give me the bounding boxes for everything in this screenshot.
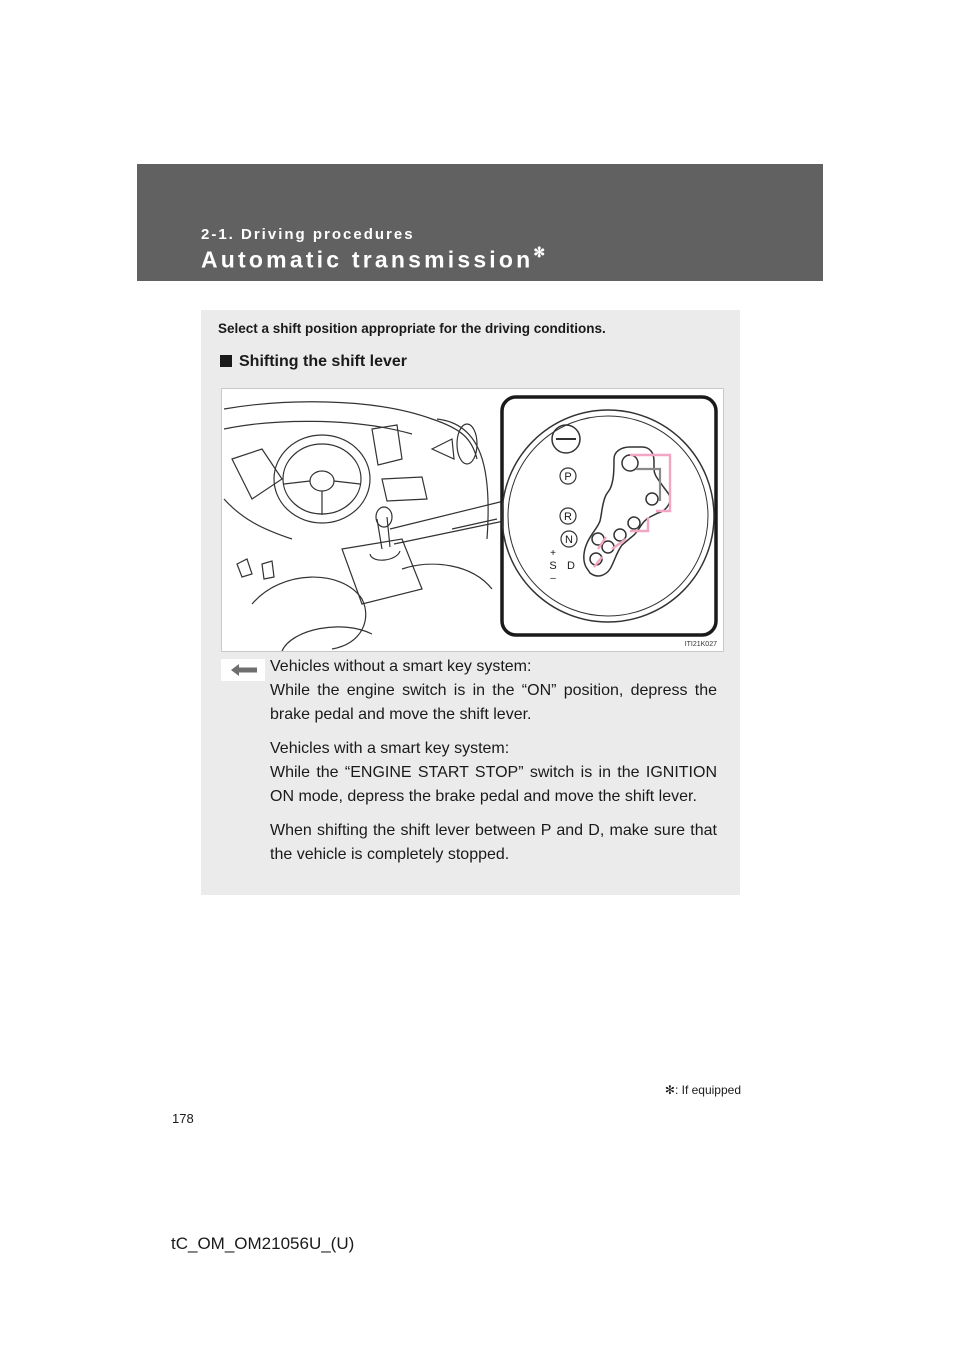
illustration-svg: [222, 389, 723, 651]
subheading: [220, 353, 407, 371]
gate-label-d: D: [567, 560, 575, 572]
header-band: [137, 164, 823, 281]
footnote-asterisk: ✻: [664, 1083, 675, 1097]
paragraph-smart-key: While the “ENGINE START STOP” switch is in the IGNITION ON mode, depress the brake pedal and move the shift lever.: [270, 764, 717, 805]
footnote: [665, 1083, 741, 1097]
intro-text: Select a shift position appropriate for the driving conditions.: [218, 321, 606, 336]
gate-label-s: S: [549, 560, 557, 572]
content-box: [201, 310, 740, 895]
cabin-illustration: [224, 402, 504, 651]
section-label: 2-1. Driving procedures: [201, 226, 415, 243]
page-number: 178: [172, 1111, 194, 1126]
document-code: tC_OM_OM21056U_(U): [171, 1234, 355, 1253]
instructions: [270, 655, 717, 867]
gate-label-n: N: [565, 534, 573, 546]
gate-label-minus: –: [550, 573, 556, 584]
paragraph-no-smart-key: While the engine switch is in the “ON” position, depress the brake pedal and move the shift lever.: [270, 682, 717, 723]
paragraph-no-smart-key-heading: Vehicles without a smart key system:: [270, 658, 532, 675]
paragraph-smart-key-heading: Vehicles with a smart key system:: [270, 740, 510, 757]
left-arrow-icon: [231, 664, 257, 676]
paragraph-caution: When shifting the shift lever between P and D, make sure that the vehicle is completely stopped.: [270, 822, 717, 863]
page-title-text: Automatic transmission: [201, 246, 534, 273]
zoom-frame: [502, 397, 716, 635]
gate-label-p: P: [564, 471, 572, 483]
shift-lever-figure: [221, 388, 724, 652]
subheading-text: Shifting the shift lever: [239, 353, 408, 370]
gate-label-plus: +: [550, 548, 556, 559]
arrow-badge: [221, 659, 265, 681]
square-bullet-icon: [220, 355, 232, 367]
footnote-text: : If equipped: [674, 1083, 741, 1097]
figure-code: ITI21K027: [684, 641, 717, 648]
gate-label-r: R: [564, 511, 572, 523]
page-title: [201, 246, 545, 274]
asterisk-mark: ✻: [533, 244, 546, 260]
